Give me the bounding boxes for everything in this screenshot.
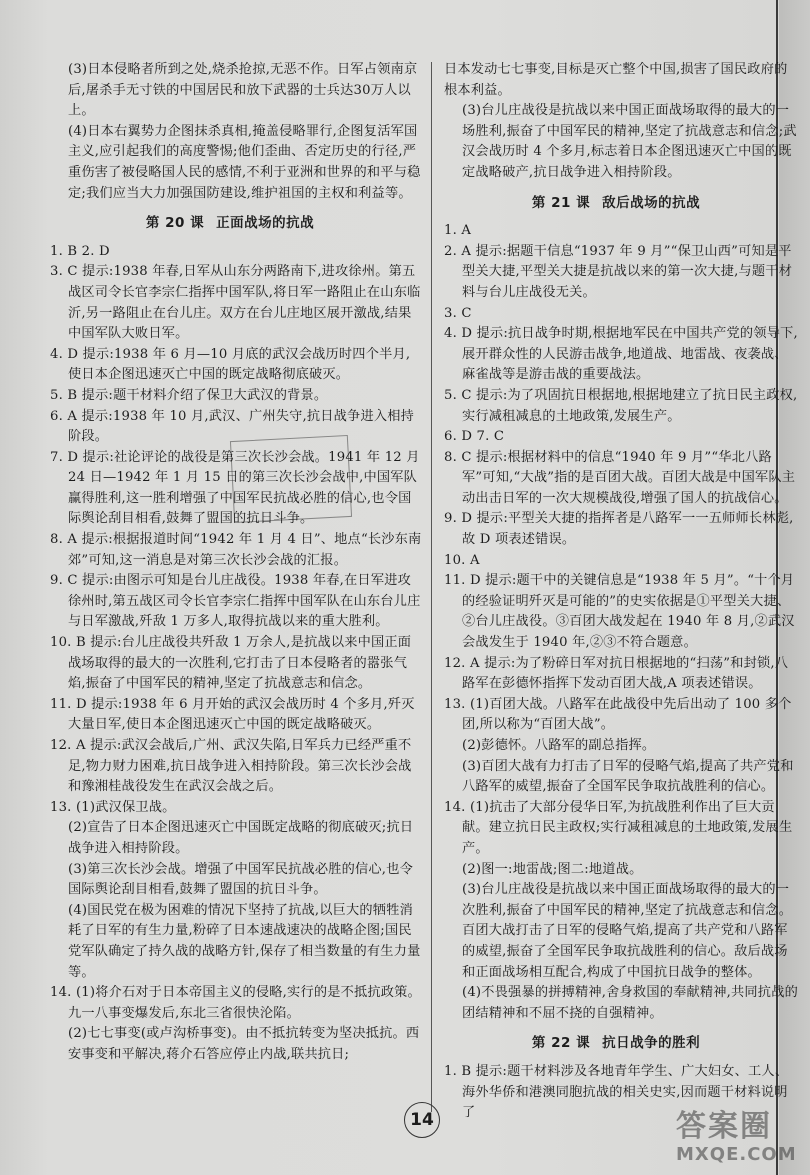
answer-subitem: (2)图一:地雷战;图二:地道战。 xyxy=(462,861,643,877)
answer-item: 4. D 提示:抗日战争时期,根据地军民在中国共产党的领导下,展开群众性的人民游击战争,地道战、地雷战、夜袭战、麻雀战等是游击战的重要战法。 xyxy=(444,326,798,383)
continued-answer: 日本发动七七事变,目标是灭亡整个中国,损害了国民政府的根本利益。 xyxy=(444,62,788,98)
answer-item: 1. B 提示:题干材料涉及各地青年学生、广大妇女、工人、海外华侨和港澳同胞抗战的相关史实,因而题干材料说明了 xyxy=(444,1063,789,1121)
answer-item: 9. C 提示:由图示可知是台儿庄战役。1938 年春,在日军进攻徐州时,第五战区司令长官李宗仁指挥中国军队在山东台儿庄与日军激战,歼敌 1 万多人,取得抗战以来的重大胜利。 xyxy=(50,573,421,630)
lesson-22-number: 第 22 课 xyxy=(531,1035,591,1052)
answer-subitem: (4)不畏强暴的拼搏精神,舍身救国的奉献精神,共同抗战的团结精神和不屈不挠的自强精神。 xyxy=(462,985,798,1021)
answer-item: 13. (1)武汉保卫战。 xyxy=(50,799,176,815)
column-divider xyxy=(431,62,432,1112)
lesson-21-heading xyxy=(444,193,800,214)
answer-item: 11. D 提示:1938 年 6 月开始的武汉会战历时 4 个多月,歼灭大量日军,使日本企图迅速灭亡中国的既定战略破灭。 xyxy=(50,696,415,733)
answer-subitem: (3)第三次长沙会战。增强了中国军民抗战必胜的信心,也令国际舆论刮目相看,鼓舞了盟国的抗日斗争。 xyxy=(68,861,413,898)
answer-item: 14. (1)抗击了大部分侵华日军,为抗战胜利作出了巨大贡献。建立抗日民主政权;实行减租减息的土地政策,发展生产。 xyxy=(444,799,793,856)
answer-subitem: (3)台儿庄战役是抗战以来中国正面战场取得的最大的一次胜利,振奋了中国军民的精神,坚定了抗战意志和信念。百团大战打击了日军的侵略气焰,提高了共产党和八路军的威望,振奋了全国军民争取抗战胜利的信心。敌后战场和正面战场相互配合,构成了中国抗日战争的整体。 xyxy=(462,882,793,980)
answer-item: 5. B 提示:题干材料介绍了保卫大武汉的背景。 xyxy=(50,387,328,403)
prev-answer-4: (4)日本右翼势力企图抹杀真相,掩盖侵略罪行,企图复活军国主义,应引起我们的高度警惕;他们歪曲、否定历史的行径,严重伤害了被侵略国人民的感情,不利于亚洲和世界的和平与稳定;我们应当大力加强国防建设,维护祖国的主权和利益等。 xyxy=(68,123,421,201)
answer-item: 6. A 提示:1938 年 10 月,武汉、广州失守,抗日战争进入相持阶段。 xyxy=(50,408,414,445)
right-column xyxy=(444,60,800,1124)
answer-item: 1. B 2. D xyxy=(50,243,110,259)
answer-item: 10. B 提示:台儿庄战役共歼敌 1 万余人,是抗战以来中国正面战场取得的最大的一次胜利,它打击了日本侵略者的嚣张气焰,振奋了中国军民的精神,坚定了抗战意志和信念。 xyxy=(50,635,412,692)
answer-item: 3. C xyxy=(444,305,472,321)
answer-item: 1. A xyxy=(444,223,472,239)
answer-item: 8. C 提示:根据材料中的信息“1940 年 9 月”“华北八路军”可知,“大战”指的是百团大战。百团大战是中国军队主动出击日军的一次大规模战役,增强了国人的抗战信心。 xyxy=(444,449,796,506)
answer-item: 14. (1)将介石对于日本帝国主义的侵略,实行的是不抵抗政策。九一八事变爆发后,东北三省很快沦陷。 xyxy=(50,985,421,1021)
answer-item: 3. C 提示:1938 年春,日军从山东分两路南下,进攻徐州。第五战区司令长官李宗仁指挥中国军队,将日军一路阻止在山东临沂,另一路阻止在台儿庄。双方在台儿庄地区展开激战,结果中国军队大败日军。 xyxy=(50,264,421,342)
answer-item: 6. D 7. C xyxy=(444,429,505,445)
lesson-22-heading xyxy=(444,1033,800,1054)
lesson-20-title: 正面战场的抗战 xyxy=(216,215,315,232)
answer-item: 12. A 提示:武汉会战后,广州、武汉失陷,日军兵力已经严重不足,物力财力困难,抗日战争进入相持阶段。第三次长沙会战和豫湘桂战役发生在武汉会战之后。 xyxy=(50,738,412,795)
lesson-21-title: 敌后战场的抗战 xyxy=(602,194,701,211)
page-number: 14 xyxy=(404,1102,440,1138)
answer-subitem: (2)七七事变(或卢沟桥事变)。由不抵抗转变为坚决抵抗。西安事变和平解决,蒋介石答应停止内战,联共抗日; xyxy=(68,1026,420,1062)
answer-item: 13. (1)百团大战。八路军在此战役中先后出动了 100 多个团,所以称为“百团大战”。 xyxy=(444,696,792,733)
lesson-22-title: 抗日战争的胜利 xyxy=(602,1035,701,1052)
answer-subitem: (2)彭德怀。八路军的副总指挥。 xyxy=(462,738,656,753)
answer-item: 8. A 提示:根据报道时间“1942 年 1 月 4 日”、地点“长沙东南郊”可知,这一消息是对第三次长沙会战的汇报。 xyxy=(50,532,422,568)
lesson-20-heading xyxy=(50,213,422,234)
lesson-20-number: 第 20 课 xyxy=(145,215,205,232)
answer-subitem: (4)国民党在极为困难的情况下坚持了抗战,以巨大的牺牲消耗了日军的有生力量,粉碎了日本速战速决的战略企图;国民党军队确定了持久战的战略方针,保存了相当数量的有生力量等。 xyxy=(68,902,421,980)
left-column xyxy=(50,60,422,1066)
answer-item: 2. A 提示:据题干信息“1937 年 9 月”“保卫山西”可知是平型关大捷,平型关大捷是抗战以来的第一次大捷,与题干材料与台儿庄战役无关。 xyxy=(444,243,793,300)
answer-item: 5. C 提示:为了巩固抗日根据地,根据地建立了抗日民主政权,实行减租减息的土地政策,发展生产。 xyxy=(444,387,798,424)
answer-item: 10. A xyxy=(444,552,480,568)
answer-item: 9. D 提示:平型关大捷的指挥者是八路军一一五师师长林彪,故 D 项表述错误。 xyxy=(444,511,794,548)
prev-answer-3: (3)日本侵略者所到之处,烧杀抢掠,无恶不作。日军占领南京后,屠杀手无寸铁的中国居民和放下武器的士兵达30万人以上。 xyxy=(68,62,418,119)
answer-subitem: (3)百团大战有力打击了日军的侵略气焰,提高了共产党和八路军的威望,振奋了全国军民争取抗战胜利的信心。 xyxy=(462,758,794,795)
site-watermark-logo xyxy=(676,1110,806,1170)
lesson-21-number: 第 21 课 xyxy=(531,194,591,211)
continued-answer: (3)台儿庄战役是抗战以来中国正面战场取得的最大的一场胜利,振奋了中国军民的精神,坚定了抗战意志和信念;武汉会战历时 4 个多月,标志着日本企图迅速灭亡中国的既定战略破产,抗日战争进入相持阶段。 xyxy=(462,103,797,180)
watermark-bottom-text: MXQE.COM xyxy=(676,1144,797,1165)
answer-item: 12. A 提示:为了粉碎日军对抗日根据地的“扫荡”和封锁,八路军在彭德怀指挥下发动百团大战,A 项表述错误。 xyxy=(444,655,789,692)
answer-subitem: (2)宣告了日本企图迅速灭亡中国既定战略的彻底破灭;抗日战争进入相持阶段。 xyxy=(68,820,414,856)
answer-item: 7. D 提示:社论评论的战役是第三次长沙会战。1941 年 12 月 24 日—1942 年 1 月 15 日的第三次长沙会战中,中国军队赢得胜利,这一胜利增强了中国军民抗战必胜的信心,也令国际舆论刮目相看,鼓舞了盟国的抗日斗争。 xyxy=(50,449,420,527)
watermark-top-text: 答案圈 xyxy=(676,1109,772,1144)
answer-item: 11. D 提示:题干中的关键信息是“1938 年 5 月”。“十个月的经验证明歼灭是可能的”的史实依据是①平型关大捷、②台儿庄战役。③百团大战发起在 1940 年 8 月,②武汉会战发生于 1940 年,②③不符合题意。 xyxy=(444,573,795,651)
answer-item: 4. D 提示:1938 年 6 月—10 月底的武汉会战历时四个半月,使日本企图迅速灭亡中国的既定战略彻底破灭。 xyxy=(50,346,411,383)
